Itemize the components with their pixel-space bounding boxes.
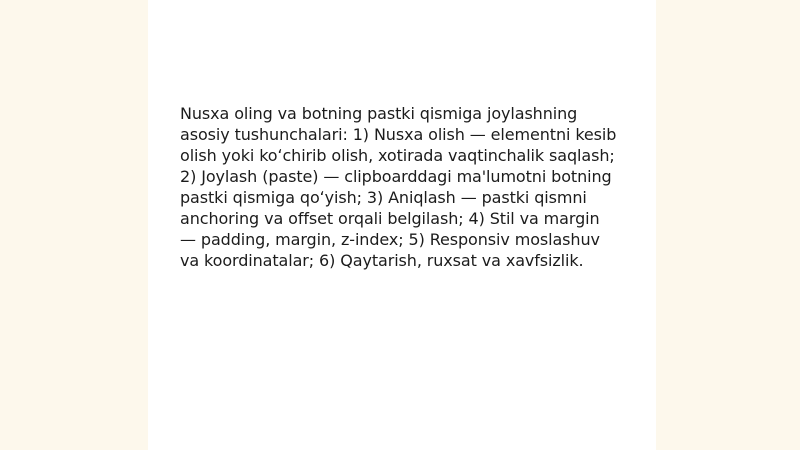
body-paragraph: Nusxa oling va botning pastki qismiga joylashning asosiy tushunchalari: 1) Nusxa olish — elementni kesib olish yoki koʻchirib olish, xotirada vaqtinchalik saqlash; 2) Joylash (paste) — clipboarddagi ma'lumotni botning pastki qismiga qoʻyish; 3) Aniqlash — pastki qismni anchoring va offset orqali belgilash; 4) Stil va margin — padding, margin, z-index; 5) Responsiv moslashuv va koordinatalar; 6) Qaytarish, ruxsat va xavfsizlik. — [180, 104, 617, 270]
document-page — [148, 0, 656, 450]
